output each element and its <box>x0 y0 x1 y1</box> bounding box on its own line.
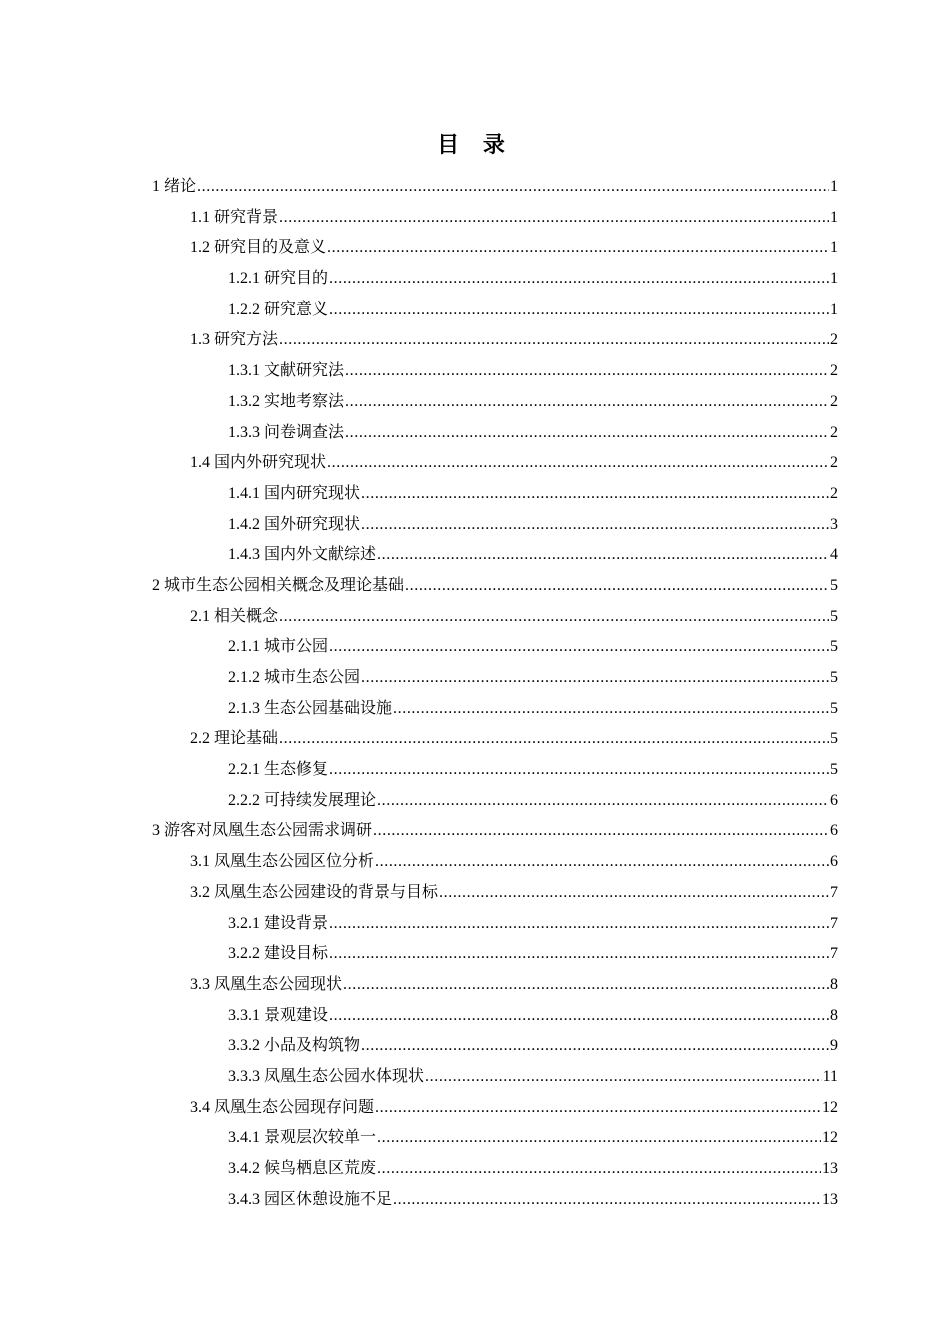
toc-dot-leader <box>343 970 829 1001</box>
toc-entry[interactable] <box>152 233 838 264</box>
toc-dot-leader <box>375 847 829 878</box>
toc-entry-page-number: 12 <box>822 1098 838 1116</box>
toc-entry-label: 1.2.1 研究目的 <box>228 270 329 288</box>
toc-dot-leader <box>377 540 829 571</box>
toc-entry-page-number: 4 <box>830 546 838 564</box>
toc-entry-label: 3.4.2 候鸟栖息区荒废 <box>228 1160 377 1177</box>
toc-dot-leader <box>279 602 829 633</box>
toc-entry-page-number: 3 <box>830 515 838 533</box>
toc-dot-leader <box>377 1123 821 1154</box>
toc-dot-leader <box>329 909 829 940</box>
toc-entry[interactable] <box>152 479 838 510</box>
toc-entry-label: 1.3 研究方法 <box>190 331 279 349</box>
toc-entry-page-number: 2 <box>830 423 838 441</box>
toc-entry[interactable] <box>152 694 838 725</box>
toc-entry-page-number: 5 <box>830 669 838 686</box>
toc-dot-leader <box>393 1185 821 1216</box>
toc-entry-label: 3.3 凤凰生态公园现状 <box>190 975 343 993</box>
toc-entry[interactable] <box>152 1185 838 1216</box>
toc-entry-page-number: 5 <box>830 607 838 625</box>
toc-entry-label: 1.4.1 国内研究现状 <box>228 484 361 502</box>
toc-entry[interactable] <box>152 1001 838 1032</box>
toc-entry-label: 3.4 凤凰生态公园现存问题 <box>190 1098 375 1116</box>
toc-entry-label: 1.4.3 国内外文献综述 <box>228 546 377 564</box>
toc-entry-label: 2.2 理论基础 <box>190 730 279 748</box>
toc-dot-leader <box>197 172 829 203</box>
toc-dot-leader <box>279 203 829 234</box>
toc-entry-label: 1.4.2 国外研究现状 <box>228 515 361 533</box>
toc-entry-label: 1 绪论 <box>152 178 197 195</box>
toc-entry-page-number: 2 <box>830 454 838 472</box>
toc-entry[interactable] <box>152 786 838 817</box>
toc-entry-label: 3.3.2 小品及构筑物 <box>228 1037 361 1055</box>
toc-entry[interactable] <box>152 172 838 203</box>
toc-entry-label: 1.1 研究背景 <box>190 208 279 226</box>
toc-entry[interactable] <box>152 602 838 633</box>
toc-entry-label: 3 游客对凤凰生态公园需求调研 <box>152 822 373 840</box>
toc-entry-page-number: 5 <box>830 576 838 594</box>
toc-dot-leader <box>425 1062 822 1093</box>
toc-entry-label: 2.1.3 生态公园基础设施 <box>228 699 393 717</box>
toc-entry[interactable] <box>152 878 838 909</box>
toc-dot-leader <box>329 264 829 295</box>
toc-entry-label: 1.3.2 实地考察法 <box>228 392 345 410</box>
toc-entry-page-number: 1 <box>830 300 838 318</box>
toc-entry-page-number: 2 <box>830 484 838 502</box>
toc-entry-page-number: 2 <box>830 331 838 349</box>
toc-entry[interactable] <box>152 540 838 571</box>
toc-entry[interactable] <box>152 939 838 970</box>
toc-entry-label: 2 城市生态公园相关概念及理论基础 <box>152 576 405 594</box>
toc-dot-leader <box>361 479 829 510</box>
toc-entry-label: 3.2.2 建设目标 <box>228 945 329 963</box>
toc-entry-label: 3.1 凤凰生态公园区位分析 <box>190 853 375 871</box>
toc-dot-leader <box>327 448 829 479</box>
toc-entry[interactable] <box>152 264 838 295</box>
toc-entry-page-number: 7 <box>830 914 838 932</box>
toc-entry[interactable] <box>152 847 838 878</box>
toc-entry-page-number: 9 <box>830 1037 838 1055</box>
toc-dot-leader <box>345 356 829 387</box>
toc-entry[interactable] <box>152 325 838 356</box>
toc-dot-leader <box>345 418 829 449</box>
toc-dot-leader <box>393 694 829 725</box>
toc-entry-label: 3.3.3 凤凰生态公园水体现状 <box>228 1067 425 1085</box>
toc-list <box>152 172 838 1215</box>
toc-entry-page-number: 2 <box>830 392 838 410</box>
toc-entry[interactable] <box>152 632 838 663</box>
toc-dot-leader <box>361 1031 829 1062</box>
toc-entry-label: 3.4.3 园区休憩设施不足 <box>228 1190 393 1208</box>
toc-dot-leader <box>329 755 829 786</box>
toc-entry[interactable] <box>152 970 838 1001</box>
toc-entry-page-number: 6 <box>830 822 838 840</box>
toc-entry[interactable] <box>152 1154 838 1185</box>
toc-entry-page-number: 5 <box>830 638 838 656</box>
toc-entry[interactable] <box>152 1062 838 1093</box>
toc-entry-label: 2.2.1 生态修复 <box>228 761 329 779</box>
toc-entry-page-number: 6 <box>830 791 838 809</box>
toc-entry-page-number: 13 <box>822 1160 838 1177</box>
toc-entry-label: 3.2.1 建设背景 <box>228 914 329 932</box>
toc-entry-label: 1.4 国内外研究现状 <box>190 454 327 472</box>
toc-dot-leader <box>279 325 829 356</box>
toc-title: 目 录 <box>437 133 513 158</box>
toc-entry[interactable] <box>152 387 838 418</box>
toc-dot-leader <box>361 663 829 694</box>
toc-entry-page-number: 12 <box>822 1129 838 1147</box>
toc-entry[interactable] <box>152 203 838 234</box>
toc-dot-leader <box>377 1154 821 1185</box>
toc-entry[interactable] <box>152 816 838 847</box>
toc-entry[interactable] <box>152 1123 838 1154</box>
toc-dot-leader <box>361 510 829 541</box>
toc-entry-page-number: 1 <box>830 178 838 195</box>
toc-entry-page-number: 8 <box>830 1006 838 1024</box>
toc-entry[interactable] <box>152 295 838 326</box>
toc-entry[interactable] <box>152 1093 838 1124</box>
toc-dot-leader <box>405 571 829 602</box>
toc-entry-page-number: 7 <box>830 945 838 963</box>
toc-entry-label: 1.2.2 研究意义 <box>228 300 329 318</box>
toc-dot-leader <box>329 295 829 326</box>
toc-entry-page-number: 7 <box>830 883 838 901</box>
toc-dot-leader <box>373 816 829 847</box>
toc-dot-leader <box>279 724 829 755</box>
toc-entry-label: 3.3.1 景观建设 <box>228 1006 329 1024</box>
toc-entry[interactable] <box>152 663 838 694</box>
toc-entry-page-number: 1 <box>830 239 838 257</box>
toc-entry[interactable] <box>152 356 838 387</box>
toc-entry[interactable] <box>152 755 838 786</box>
toc-entry-label: 1.3.3 问卷调查法 <box>228 423 345 441</box>
toc-entry-page-number: 5 <box>830 699 838 717</box>
toc-entry-label: 1.2 研究目的及意义 <box>190 239 327 257</box>
toc-entry[interactable] <box>152 418 838 449</box>
toc-entry-page-number: 13 <box>822 1190 838 1208</box>
toc-entry-label: 2.1.1 城市公园 <box>228 638 329 656</box>
toc-dot-leader <box>329 1001 829 1032</box>
toc-entry-page-number: 1 <box>830 270 838 288</box>
toc-entry-page-number: 6 <box>830 853 838 871</box>
toc-entry-label: 2.2.2 可持续发展理论 <box>228 791 377 809</box>
toc-dot-leader <box>375 1093 821 1124</box>
toc-dot-leader <box>329 632 829 663</box>
toc-entry-label: 1.3.1 文献研究法 <box>228 362 345 380</box>
toc-entry-page-number: 2 <box>830 362 838 380</box>
toc-entry[interactable] <box>152 724 838 755</box>
toc-entry[interactable] <box>152 909 838 940</box>
toc-entry[interactable] <box>152 448 838 479</box>
toc-dot-leader <box>329 939 829 970</box>
toc-dot-leader <box>439 878 829 909</box>
toc-entry-page-number: 5 <box>830 730 838 748</box>
toc-dot-leader <box>377 786 829 817</box>
toc-entry-label: 3.2 凤凰生态公园建设的背景与目标 <box>190 883 439 901</box>
toc-dot-leader <box>327 233 829 264</box>
toc-dot-leader <box>345 387 829 418</box>
toc-entry[interactable] <box>152 571 838 602</box>
toc-entry[interactable] <box>152 510 838 541</box>
toc-entry-page-number: 8 <box>830 975 838 993</box>
toc-entry-page-number: 1 <box>830 208 838 226</box>
toc-entry-label: 2.1.2 城市生态公园 <box>228 669 361 686</box>
toc-entry-label: 2.1 相关概念 <box>190 607 279 625</box>
toc-entry-page-number: 11 <box>822 1067 838 1085</box>
toc-entry-label: 3.4.1 景观层次较单一 <box>228 1129 377 1147</box>
toc-entry-page-number: 5 <box>830 761 838 779</box>
toc-entry[interactable] <box>152 1031 838 1062</box>
